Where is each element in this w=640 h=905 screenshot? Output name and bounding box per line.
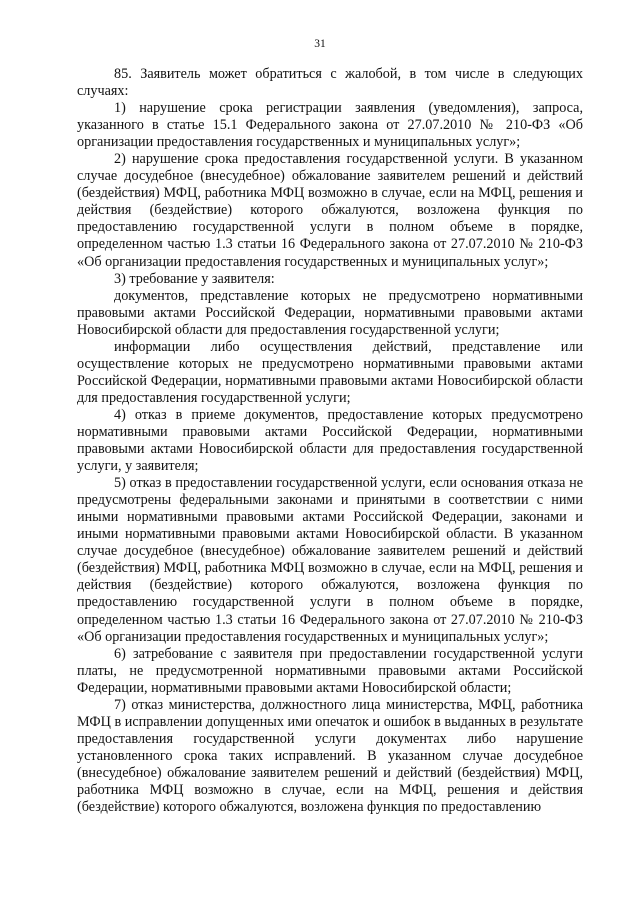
paragraph-item-2: 2) нарушение срока предоставления государственной услуги. В указанном случае досудебное (внесудебное) обжалование заявителем решений и действий (бездействия) МФЦ, работника МФЦ возможно в случае, если на МФЦ, решения и действия (бездействие) которого обжалуются, возложена функция по предоставлению государственной услуги в полном объеме в порядке, определенном частью 1.3 статьи 16 Федерального закона от 27.07.2010 № 210-ФЗ «Об организации предоставления государственных и муниципальных услуг»; (77, 151, 583, 270)
paragraph-item-3-documents: документов, представление которых не предусмотрено нормативными правовыми актами Российской Федерации, нормативными правовыми актами Новосибирской области для предоставления государственной услуги; (77, 287, 583, 338)
paragraph-item-7: 7) отказ министерства, должностного лица министерства, МФЦ, работника МФЦ в исправлении допущенных ими опечаток и ошибок в выданных в результате предоставления государственной услуги документах либо нарушение установленного срока таких исправлений. В указанном случае досудебное (внесудебное) обжалование заявителем решений и действий (бездействия) МФЦ, работника МФЦ возможно в случае, если на МФЦ, решения и действия (бездействие) которого обжалуются, возложена функция по предоставлению (77, 696, 583, 816)
paragraph-item-3-information: информации либо осуществления действий, представление или осуществление которых не предусмотрено нормативными правовыми актами Российской Федерации, нормативными правовыми актами Новосибирской области для предоставления государственной услуги; (77, 338, 583, 406)
paragraph-85-intro: 85. Заявитель может обратиться с жалобой, в том числе в следующих случаях: (77, 66, 583, 100)
paragraph-item-1: 1) нарушение срока регистрации заявления (уведомления), запроса, указанного в статье 15.1 Федерального закона от 27.07.2010 № 210-ФЗ «Об организации предоставления государственных и муниципальных услуг»; (77, 100, 583, 151)
paragraph-item-5: 5) отказ в предоставлении государственной услуги, если основания отказа не предусмотрены федеральными законами и принятыми в соответствии с ними иными нормативными правовыми актами Российской Федерации, законами и иными нормативными правовыми актами Новосибирской области. В указанном случае досудебное (внесудебное) обжалование заявителем решений и действий (бездействия) МФЦ, работника МФЦ возможно в случае, если на МФЦ, решения и действия (бездействие) которого обжалуются, возложена функция по предоставлению государственной услуги в полном объеме в порядке, определенном частью 1.3 статьи 16 Федерального закона от 27.07.2010 № 210-ФЗ «Об организации предоставления государственных и муниципальных услуг»; (77, 475, 583, 645)
paragraph-item-6: 6) затребование с заявителя при предоставлении государственной услуги платы, не предусмотренной нормативными правовыми актами Российской Федерации, нормативными правовыми актами Новосибирской области; (77, 645, 583, 696)
body-text (77, 66, 583, 816)
paragraph-item-3: 3) требование у заявителя: (114, 270, 275, 287)
page-number: 31 (314, 38, 326, 50)
paragraph-item-4: 4) отказ в приеме документов, предоставление которых предусмотрено нормативными правовыми актами Российской Федерации, нормативными правовыми актами Новосибирской области для предоставления государственной услуги, у заявителя; (77, 406, 583, 475)
